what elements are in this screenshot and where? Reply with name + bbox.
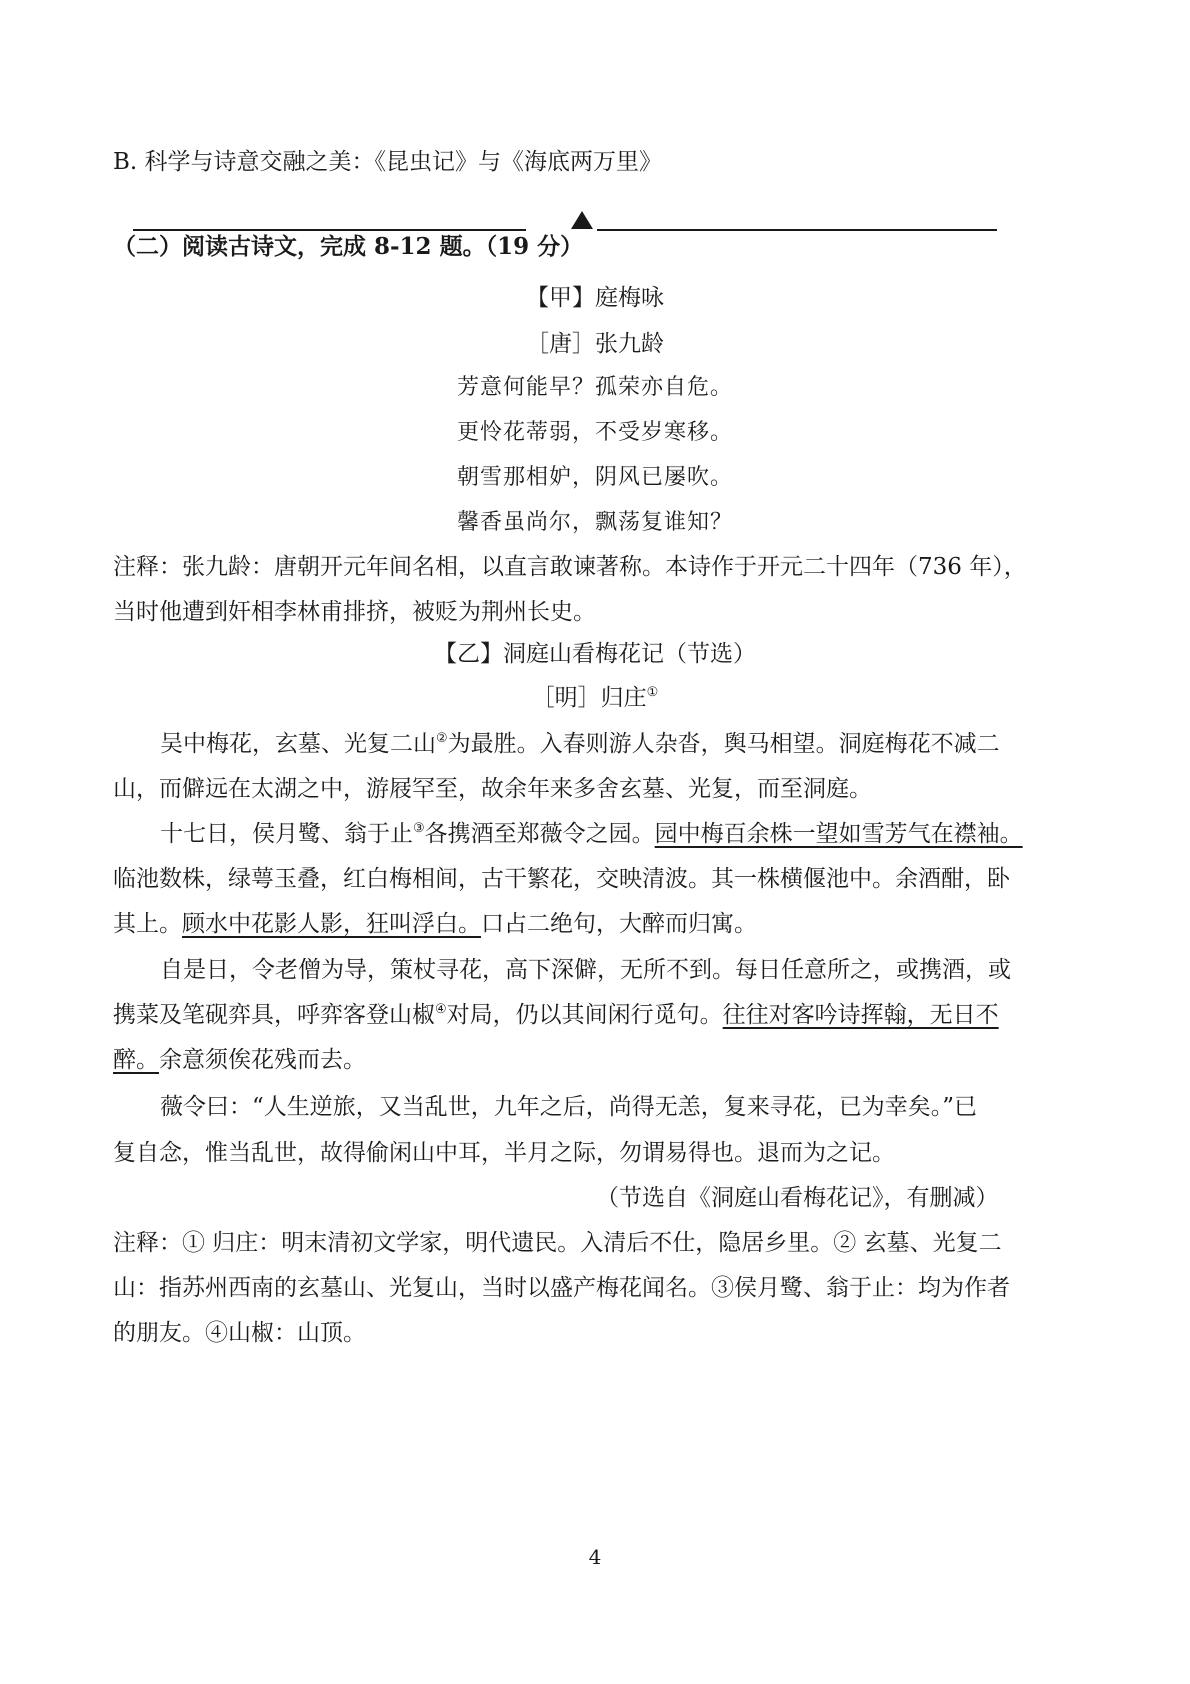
prose-text: 十七日，侯月鹭、翁于止 — [160, 821, 413, 847]
answer-line-left — [133, 229, 526, 231]
triangle-marker-icon — [571, 211, 593, 229]
poem-line-4: 馨香虽尚尔，飘荡复谁知？ — [456, 510, 733, 535]
option-b: B. 科学与诗意交融之美：《昆虫记》与《海底两万里》 — [113, 149, 663, 175]
underlined-sentence: 往往对客吟诗挥翰，无日不 — [722, 1002, 999, 1028]
prose-p2-line-1 — [160, 819, 1023, 849]
prose-note-line-3: 的朋友。④山椒：山顶。 — [113, 1320, 366, 1346]
section-title: （二）阅读古诗文，完成 8-12 题。（19 分） — [113, 233, 584, 260]
underlined-sentence: 顾水中花影人影，狂叫浮白。 — [182, 911, 481, 937]
prose-text: 各携酒至郑薇令之园。 — [424, 821, 655, 847]
prose-p2-line-2: 临池数株，绿萼玉叠，红白梅相间，古干繁花，交映清波。其一株横偃池中。余酒酣，卧 — [113, 866, 1010, 892]
prose-p2-line-3 — [113, 909, 757, 939]
underlined-sentence: 醉。 — [113, 1047, 159, 1073]
prose-p4-line-1: 薇令曰：“人生逆旅，又当乱世，九年之后，尚得无恙，复来寻花，已为幸矣。”已 — [160, 1094, 978, 1120]
prose-source: （节选自《洞庭山看梅花记》，有删减） — [596, 1185, 999, 1211]
prose-p3-line-2 — [113, 1000, 999, 1030]
prose-p1-line-2: 山，而僻远在太湖之中，游屐罕至，故余年来多舍玄墓、光复，而至洞庭。 — [113, 776, 872, 802]
footnote-mark-4: ④ — [435, 1002, 447, 1017]
prose-p4-line-2: 复自念，惟当乱世，故得偷闲山中耳，半月之际，勿谓易得也。退而为之记。 — [113, 1140, 895, 1166]
poem-author: ［唐］张九龄 — [526, 331, 664, 357]
poem-line-1: 芳意何能早？孤荣亦自危。 — [456, 375, 733, 400]
prose-note-line-2: 山：指苏州西南的玄墓山、光复山，当时以盛产梅花闻名。③侯月鹭、翁于止：均为作者 — [113, 1275, 1010, 1301]
prose-text: 余意须俟花残而去。 — [159, 1047, 366, 1073]
prose-title: 【乙】洞庭山看梅花记（节选） — [434, 641, 756, 667]
poem-note-line-2: 当时他遭到奸相李林甫排挤，被贬为荆州长史。 — [113, 599, 596, 625]
underlined-sentence: 园中梅百余株一望如雪芳气在襟袖。 — [654, 821, 1023, 847]
prose-text: 吴中梅花，玄墓、光复二山 — [160, 731, 436, 757]
footnote-mark-3: ③ — [413, 821, 425, 836]
prose-p1-line-1 — [160, 729, 1000, 759]
prose-text: 其上。 — [113, 911, 182, 937]
footnote-mark-2: ② — [436, 731, 448, 746]
prose-p3-line-1: 自是日，令老僧为导，策杖寻花，高下深僻，无所不到。每日任意所之，或携酒，或 — [160, 957, 1011, 983]
prose-p3-line-3 — [113, 1045, 366, 1075]
prose-text: 为最胜。入春则游人杂沓，舆马相望。洞庭梅花不减二 — [447, 731, 1000, 757]
answer-line-right — [597, 229, 997, 231]
poem-line-2: 更怜花蒂弱，不受岁寒移。 — [456, 420, 733, 445]
footnote-mark-1: ① — [646, 685, 659, 700]
poem-note-line-1: 注释：张九龄：唐朝开元年间名相，以直言敢谏著称。本诗作于开元二十四年（736 年）， — [113, 554, 1027, 580]
prose-text: 携菜及笔砚弈具，呼弈客登山椒 — [113, 1002, 435, 1028]
prose-text: 口占二绝句，大醉而归寓。 — [481, 911, 757, 937]
prose-note-line-1: 注释：① 归庄：明末清初文学家，明代遗民。入清后不仕，隐居乡里。② 玄墓、光复二 — [113, 1230, 1002, 1256]
page-number: 4 — [588, 1545, 602, 1569]
prose-text: 对局，仍以其间闲行觅句。 — [446, 1002, 723, 1028]
poem-line-3: 朝雪那相妒，阴风已屡吹。 — [456, 465, 733, 490]
prose-author — [0, 683, 1190, 713]
prose-author-text: ［明］归庄 — [531, 685, 647, 711]
poem-title: 【甲】庭梅咏 — [526, 285, 664, 311]
